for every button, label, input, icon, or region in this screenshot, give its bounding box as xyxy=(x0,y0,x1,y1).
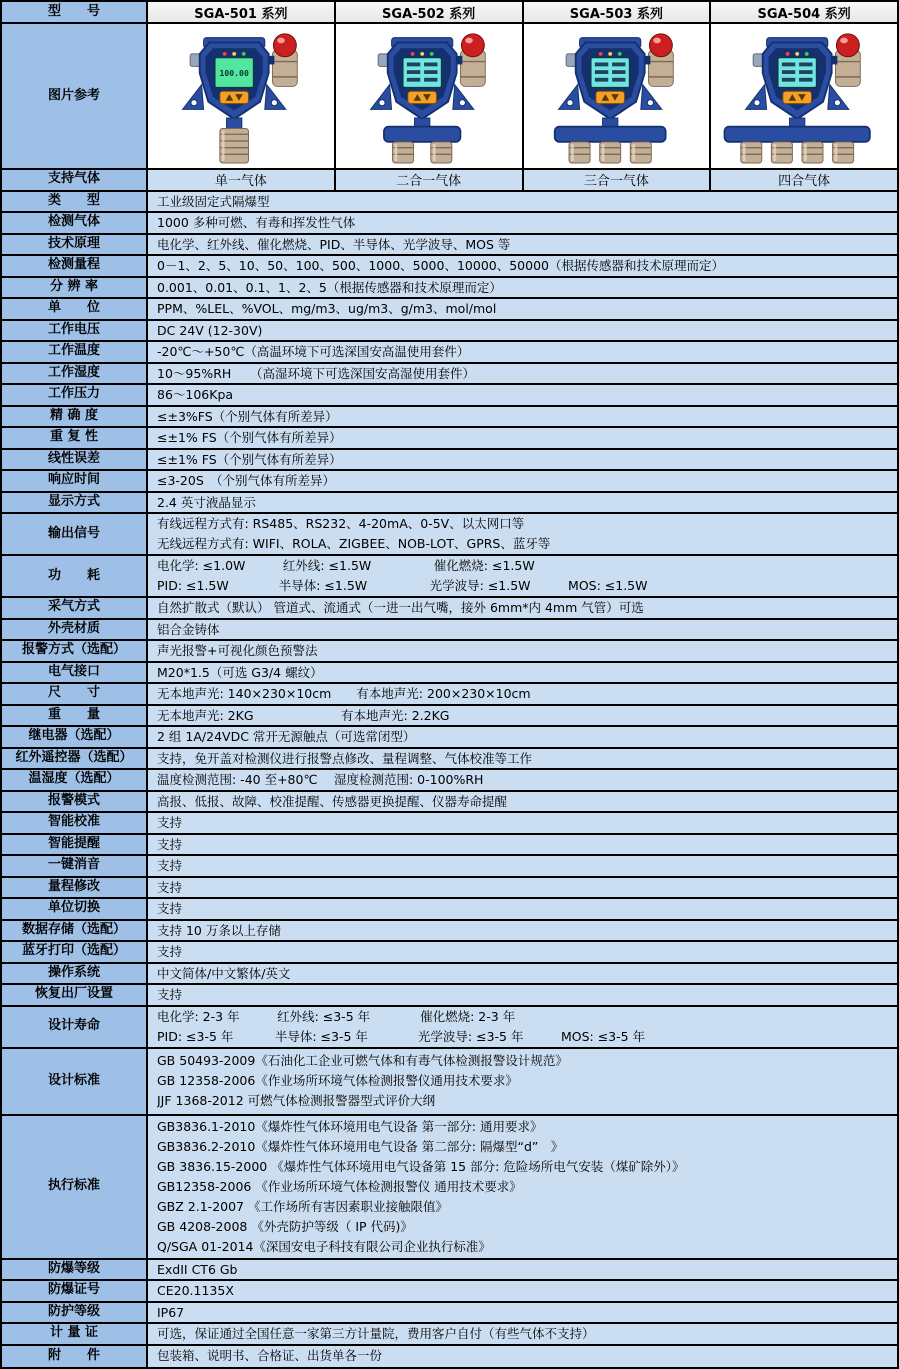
spec-label: 采气方式 xyxy=(2,598,148,618)
spec-row xyxy=(2,235,897,257)
spec-label: 报警方式（选配） xyxy=(2,641,148,661)
spec-value xyxy=(148,1346,897,1368)
spec-value-line: 有线远程方式有: RS485、RS232、4-20mA、0-5V、以太网口等 xyxy=(157,516,525,531)
spec-label: 红外遥控器（选配） xyxy=(2,749,148,769)
spec-row xyxy=(2,514,897,556)
model-header-sga-503: SGA-503 系列 xyxy=(524,2,712,22)
spec-value-line: 声光报警+可视化颜色预警法 xyxy=(157,643,318,658)
spec-value xyxy=(148,985,897,1005)
spec-value-line: GB 50493-2009《石油化工企业可燃气体和有毒气体检测报警设计规范》 xyxy=(157,1053,568,1068)
spec-label: 温湿度（选配） xyxy=(2,770,148,790)
spec-row xyxy=(2,1116,897,1260)
spec-label: 工作湿度 xyxy=(2,364,148,384)
spec-value-line: 支持 xyxy=(157,836,183,852)
device-image-sga-501 xyxy=(148,24,336,168)
model-header-sga-501: SGA-501 系列 xyxy=(148,2,336,22)
spec-value-line: 铝合金铸体 xyxy=(157,621,220,637)
spec-label: 数据存储（选配） xyxy=(2,921,148,941)
spec-row xyxy=(2,1281,897,1303)
spec-row xyxy=(2,407,897,429)
spec-value-line: GB 3836.15-2000 《爆炸性气体环境用电气设备第 15 部分: 危险场所电气安装（煤矿除外）》 xyxy=(157,1158,685,1174)
spec-row xyxy=(2,792,897,814)
spec-value xyxy=(148,256,897,276)
spec-label: 外壳材质 xyxy=(2,620,148,640)
spec-value xyxy=(148,1116,897,1258)
gas-count-sga-504: 四合气体 xyxy=(711,170,897,190)
spec-label: 检测量程 xyxy=(2,256,148,276)
spec-label: 执行标准 xyxy=(2,1116,148,1258)
spec-value xyxy=(148,299,897,319)
spec-row xyxy=(2,1260,897,1282)
model-header-label: 型 号 xyxy=(2,2,148,22)
spec-label: 智能校准 xyxy=(2,813,148,833)
spec-value-line: PPM、%LEL、%VOL、mg/m3、ug/m3、g/m3、mol/mol xyxy=(157,301,497,316)
spec-value xyxy=(148,278,897,298)
spec-value xyxy=(148,856,897,876)
spec-value xyxy=(148,684,897,704)
spec-label: 智能提醒 xyxy=(2,835,148,855)
spec-rows-container xyxy=(2,192,897,1368)
spec-label: 响应时间 xyxy=(2,471,148,491)
spec-label: 单位切换 xyxy=(2,899,148,919)
spec-row xyxy=(2,878,897,900)
spec-value-line: 0.001、0.01、0.1、1、2、5（根据传感器和技术原理而定） xyxy=(157,279,502,295)
spec-value-line: 2 组 1A/24VDC 常开无源触点（可选常闭型） xyxy=(157,729,416,744)
spec-value-line: GB 4208-2008 《外壳防护等级（ IP 代码)》 xyxy=(157,1218,413,1234)
spec-value xyxy=(148,407,897,427)
spec-row xyxy=(2,899,897,921)
spec-label: 防护等级 xyxy=(2,1303,148,1323)
spec-label: 重 量 xyxy=(2,706,148,726)
spec-row xyxy=(2,1346,897,1368)
spec-value-line: 可选，保证通过全国任意一家第三方计量院，费用客户自付（有些气体不支持） xyxy=(157,1326,595,1341)
spec-value xyxy=(148,1281,897,1301)
spec-value xyxy=(148,385,897,405)
spec-row xyxy=(2,835,897,857)
image-reference-row xyxy=(2,24,897,170)
spec-value-line: 电化学: 2-3 年 红外线: ≤3-5 年 催化燃烧: 2-3 年 xyxy=(157,1008,516,1024)
spec-value xyxy=(148,342,897,362)
spec-label: 蓝牙打印（选配） xyxy=(2,942,148,962)
spec-value-line: 无本地声光: 140×230×10cm 有本地声光: 200×230×10cm xyxy=(157,686,531,701)
spec-value xyxy=(148,1324,897,1344)
spec-row xyxy=(2,641,897,663)
spec-value xyxy=(148,641,897,661)
spec-value xyxy=(148,192,897,212)
spec-value xyxy=(148,428,897,448)
spec-row xyxy=(2,428,897,450)
spec-value-line: ≤±1% FS（个别气体有所差异） xyxy=(157,430,342,445)
spec-value xyxy=(148,598,897,618)
spec-label: 显示方式 xyxy=(2,493,148,513)
spec-value xyxy=(148,921,897,941)
spec-row xyxy=(2,620,897,642)
spec-label: 工作温度 xyxy=(2,342,148,362)
svg-text:100.00: 100.00 xyxy=(219,67,249,78)
spec-label: 工作压力 xyxy=(2,385,148,405)
spec-value-line: -20℃～+50℃（高温环境下可选深国安高温使用套件） xyxy=(157,344,470,359)
spec-row xyxy=(2,192,897,214)
spec-row xyxy=(2,964,897,986)
spec-value-line: 工业级固定式隔爆型 xyxy=(157,193,270,209)
device-image-sga-502 xyxy=(336,24,524,168)
spec-value-line: GBZ 2.1-2007 《工作场所有害因素职业接触限值》 xyxy=(157,1198,448,1214)
spec-row xyxy=(2,299,897,321)
spec-value xyxy=(148,1260,897,1280)
model-header-sga-502: SGA-502 系列 xyxy=(336,2,524,22)
spec-row xyxy=(2,364,897,386)
spec-label: 单 位 xyxy=(2,299,148,319)
device-image-sga-504 xyxy=(711,24,897,168)
spec-value-line: 86～106Kpa xyxy=(157,387,234,402)
spec-label: 操作系统 xyxy=(2,964,148,984)
spec-value-line: ≤3-20S （个别气体有所差异） xyxy=(157,473,336,488)
spec-label: 输出信号 xyxy=(2,514,148,554)
spec-value xyxy=(148,450,897,470)
spec-value-line: 电化学、红外线、催化燃烧、PID、半导体、光学波导、MOS 等 xyxy=(157,236,511,252)
spec-value-line: Q/SGA 01-2014《深国安电子科技有限公司企业执行标准》 xyxy=(157,1238,491,1254)
spec-value-line: 支持 xyxy=(157,815,183,830)
spec-value-line: 2.4 英寸液晶显示 xyxy=(157,494,256,510)
spec-value xyxy=(148,1007,897,1047)
spec-label: 精 确 度 xyxy=(2,407,148,427)
gas-count-sga-501: 单一气体 xyxy=(148,170,336,190)
spec-label: 继电器（选配） xyxy=(2,727,148,747)
spec-value xyxy=(148,493,897,513)
spec-value xyxy=(148,899,897,919)
spec-value-line: 支持 xyxy=(157,944,183,959)
spec-row xyxy=(2,493,897,515)
spec-value xyxy=(148,964,897,984)
model-header-row xyxy=(2,2,897,24)
spec-value xyxy=(148,620,897,640)
spec-label: 量程修改 xyxy=(2,878,148,898)
spec-value-line: PID: ≤1.5W 半导体: ≤1.5W 光学波导: ≤1.5W MOS: ≤1.5W xyxy=(157,578,648,593)
spec-label: 一键消音 xyxy=(2,856,148,876)
spec-value-line: 温度检测范围: -40 至+80℃ 湿度检测范围: 0-100%RH xyxy=(157,772,484,787)
spec-row xyxy=(2,813,897,835)
spec-value-line: 支持，免开盖对检测仪进行报警点修改、量程调整、气体校准等工作 xyxy=(157,750,533,766)
spec-label: 计 量 证 xyxy=(2,1324,148,1344)
spec-row xyxy=(2,684,897,706)
spec-value xyxy=(148,471,897,491)
gas-count-sga-503: 三合一气体 xyxy=(524,170,712,190)
spec-row xyxy=(2,706,897,728)
spec-value-line: 1000 多种可燃、有毒和挥发性气体 xyxy=(157,215,356,230)
spec-value-line: 自然扩散式（默认） 管道式、流通式（一进一出气嘴，接外 6mm*内 4mm 气管）可选 xyxy=(157,600,644,615)
spec-label: 线性误差 xyxy=(2,450,148,470)
spec-label: 尺 寸 xyxy=(2,684,148,704)
spec-row xyxy=(2,342,897,364)
spec-value xyxy=(148,727,897,747)
spec-value xyxy=(148,364,897,384)
spec-value xyxy=(148,878,897,898)
spec-value-line: 支持 10 万条以上存储 xyxy=(157,922,281,938)
spec-value xyxy=(148,749,897,769)
spec-value-line: 10～95%RH （高湿环境下可选深国安高湿使用套件） xyxy=(157,365,476,381)
spec-row xyxy=(2,598,897,620)
spec-value-line: ≤±3%FS（个别气体有所差异） xyxy=(157,408,338,424)
spec-value-line: ExdII CT6 Gb xyxy=(157,1261,238,1277)
spec-label: 功 耗 xyxy=(2,556,148,596)
spec-row xyxy=(2,556,897,598)
spec-value-line: ≤±1% FS（个别气体有所差异） xyxy=(157,451,342,467)
spec-value-line: 支持 xyxy=(157,879,183,895)
spec-row xyxy=(2,856,897,878)
spec-value-line: 支持 xyxy=(157,858,183,873)
spec-value-line: DC 24V (12-30V) xyxy=(157,322,263,338)
spec-value xyxy=(148,213,897,233)
spec-row xyxy=(2,321,897,343)
spec-value xyxy=(148,813,897,833)
spec-value-line: GB3836.1-2010《爆炸性气体环境用电气设备 第一部分: 通用要求》 xyxy=(157,1118,543,1134)
spec-label: 设计寿命 xyxy=(2,1007,148,1047)
spec-value xyxy=(148,706,897,726)
spec-label: 防爆等级 xyxy=(2,1260,148,1280)
spec-label: 报警模式 xyxy=(2,792,148,812)
spec-row xyxy=(2,727,897,749)
spec-row xyxy=(2,213,897,235)
spec-row xyxy=(2,256,897,278)
spec-value-line: GB 12358-2006《作业场所环境气体检测报警仪通用技术要求》 xyxy=(157,1073,518,1088)
spec-value xyxy=(148,321,897,341)
spec-value-line: PID: ≤3-5 年 半导体: ≤3-5 年 光学波导: ≤3-5 年 MOS: ≤3-5 年 xyxy=(157,1028,646,1044)
spec-value-line: IP67 xyxy=(157,1304,185,1320)
spec-value xyxy=(148,1049,897,1114)
spec-label: 工作电压 xyxy=(2,321,148,341)
spec-value-line: 电化学: ≤1.0W 红外线: ≤1.5W 催化燃烧: ≤1.5W xyxy=(157,558,535,573)
spec-value-line: JJF 1368-2012 可燃气体检测报警器型式评价大纲 xyxy=(157,1093,436,1108)
spec-label: 设计标准 xyxy=(2,1049,148,1114)
device-image-sga-503 xyxy=(524,24,712,168)
image-row-label: 图片参考 xyxy=(2,24,148,168)
spec-row xyxy=(2,770,897,792)
spec-label: 技术原理 xyxy=(2,235,148,255)
spec-row xyxy=(2,663,897,685)
spec-value-line: 包装箱、说明书、合格证、出货单各一份 xyxy=(157,1348,383,1364)
spec-row xyxy=(2,1049,897,1116)
spec-value-line: GB12358-2006 《作业场所环境气体检测报警仪 通用技术要求》 xyxy=(157,1178,522,1194)
spec-value xyxy=(148,514,897,554)
spec-row xyxy=(2,450,897,472)
spec-row xyxy=(2,278,897,300)
supported-gas-row xyxy=(2,170,897,192)
spec-label: 重 复 性 xyxy=(2,428,148,448)
gas-count-sga-502: 二合一气体 xyxy=(336,170,524,190)
spec-label: 防爆证号 xyxy=(2,1281,148,1301)
spec-value-line: 无本地声光: 2KG 有本地声光: 2.2KG xyxy=(157,707,450,723)
spec-value xyxy=(148,663,897,683)
spec-row xyxy=(2,985,897,1007)
spec-label: 恢复出厂设置 xyxy=(2,985,148,1005)
spec-row xyxy=(2,1303,897,1325)
spec-value-line: 0－1、2、5、10、50、100、500、1000、5000、10000、50000（根据传感器和技术原理而定） xyxy=(157,258,724,273)
spec-value-line: CE20.1135X xyxy=(157,1283,234,1298)
spec-value-line: 支持 xyxy=(157,901,183,916)
spec-row xyxy=(2,749,897,771)
spec-row xyxy=(2,921,897,943)
spec-label: 检测气体 xyxy=(2,213,148,233)
spec-value-line: 无线远程方式有: WIFI、ROLA、ZIGBEE、NOB-LOT、GPRS、蓝牙等 xyxy=(157,536,551,551)
spec-value-line: 中文简体/中文繁体/英文 xyxy=(157,965,291,981)
model-header-sga-504: SGA-504 系列 xyxy=(711,2,897,22)
spec-label: 分 辨 率 xyxy=(2,278,148,298)
spec-value xyxy=(148,792,897,812)
spec-label: 附 件 xyxy=(2,1346,148,1368)
spec-value-line: M20*1.5（可选 G3/4 螺纹） xyxy=(157,664,323,680)
spec-value xyxy=(148,556,897,596)
spec-row xyxy=(2,1007,897,1049)
spec-value xyxy=(148,770,897,790)
spec-value xyxy=(148,942,897,962)
spec-label: 电气接口 xyxy=(2,663,148,683)
spec-value xyxy=(148,1303,897,1323)
gas-row-label: 支持气体 xyxy=(2,170,148,190)
spec-value-line: 高报、低报、故障、校准提醒、传感器更换提醒、仪器寿命提醒 xyxy=(157,793,508,809)
spec-row xyxy=(2,385,897,407)
spec-value-line: GB3836.2-2010《爆炸性气体环境用电气设备 第二部分: 隔爆型“d” 》 xyxy=(157,1138,564,1154)
spec-value xyxy=(148,835,897,855)
spec-row xyxy=(2,1324,897,1346)
spec-value xyxy=(148,235,897,255)
spec-value-line: 支持 xyxy=(157,987,183,1002)
spec-row xyxy=(2,471,897,493)
spec-row xyxy=(2,942,897,964)
spec-label: 类 型 xyxy=(2,192,148,212)
